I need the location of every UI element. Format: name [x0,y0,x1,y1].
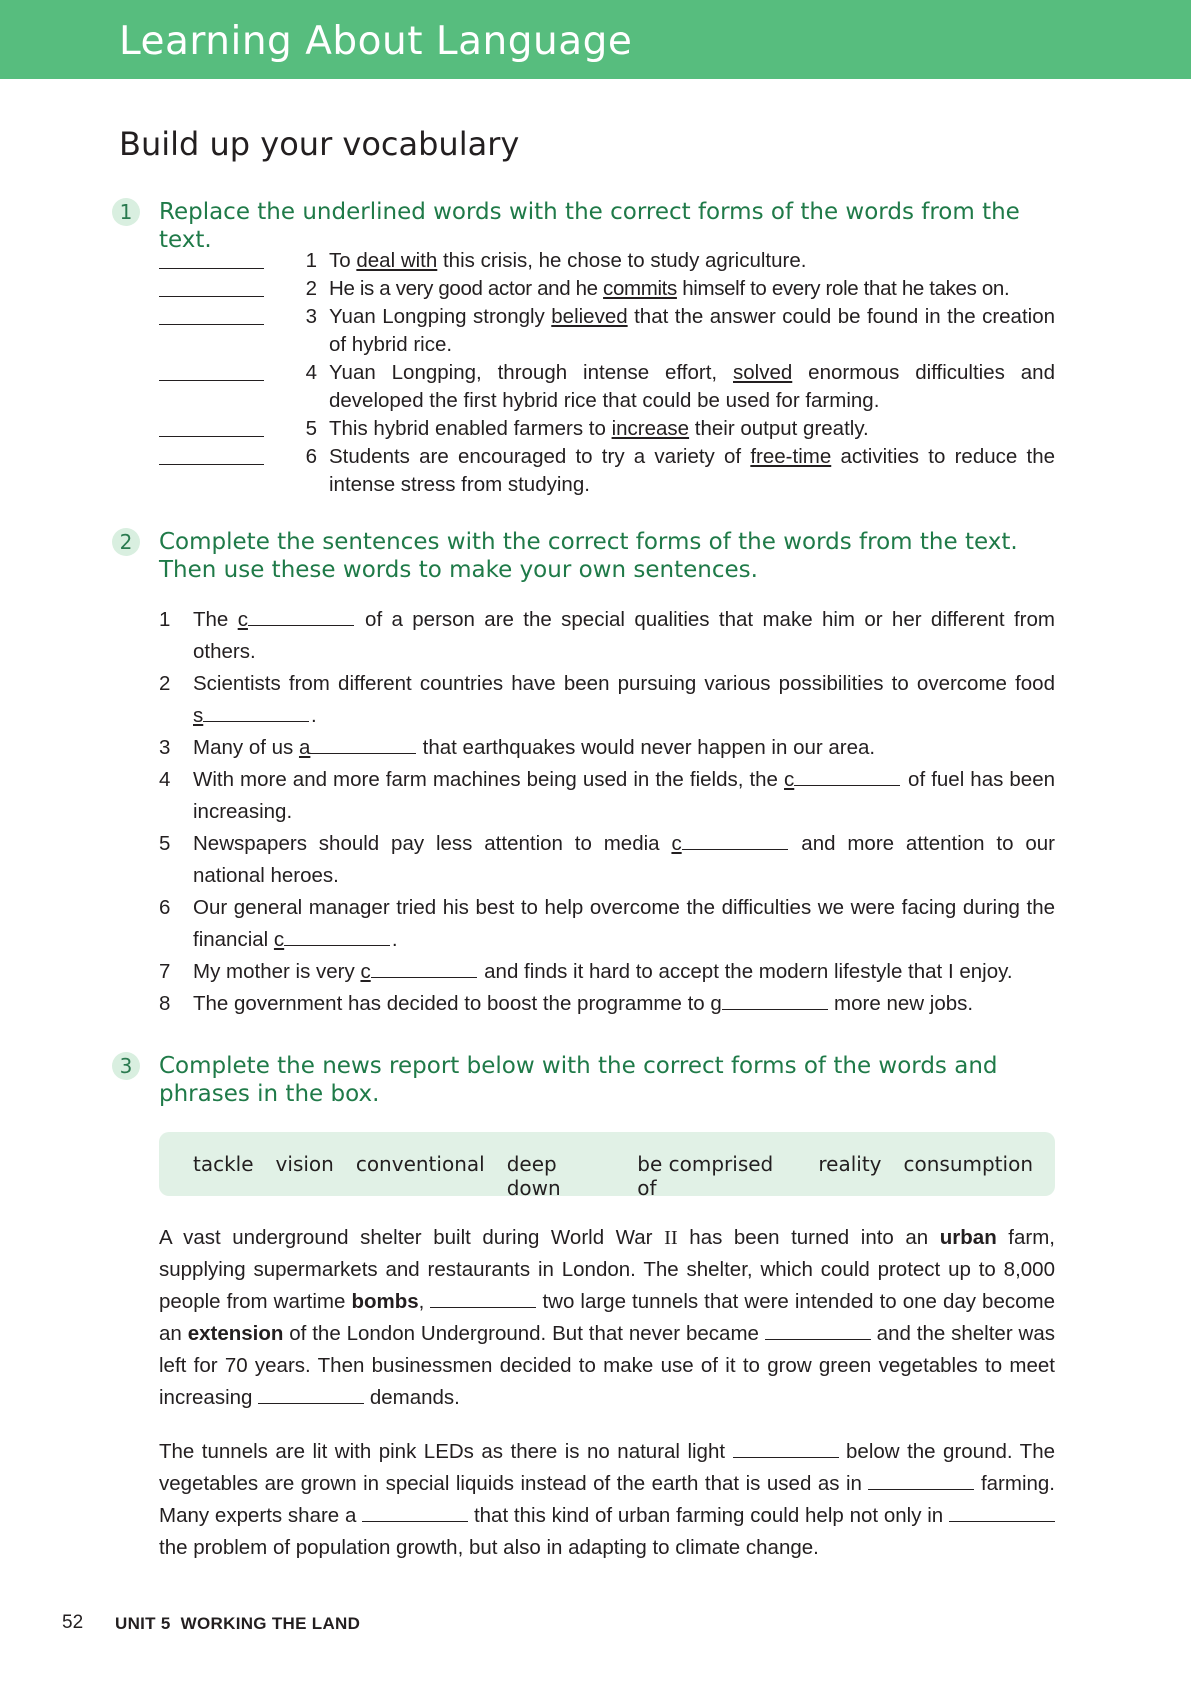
exercise-1-instruction: Replace the underlined words with the correct forms of the words from the text. [159,199,1020,253]
answer-blank[interactable] [733,1439,839,1458]
header-banner [0,0,1191,79]
item-number: 8 [159,992,171,1015]
item-number: 6 [159,896,171,919]
word-chip: be comprised of [637,1152,774,1200]
underlined-word: free-time [750,445,832,468]
answer-blank[interactable] [765,1321,871,1340]
item-number: 3 [159,736,171,759]
item-text: To deal with this crisis, he chose to study agriculture. [329,249,807,272]
exercise-2-number: 2 [112,528,140,556]
word-chip: tackle [193,1152,254,1176]
item-text: The c of a person are the special qualities that make him or her different from others. [193,604,1055,668]
answer-blank[interactable]: a [299,732,417,764]
answer-blank[interactable] [159,251,264,269]
answer-blank[interactable] [159,279,264,297]
answer-blank[interactable] [868,1471,974,1490]
answer-blank[interactable]: c [784,764,902,796]
exercise-1-number: 1 [112,198,140,226]
answer-blank[interactable]: c [238,604,356,636]
item-text: Scientists from different countries have been pursuing various possibilities to overcome food s . [193,668,1055,732]
underlined-word: increase [611,417,690,440]
word-chip: reality [818,1152,882,1176]
answer-blank[interactable] [159,419,264,437]
answer-blank[interactable] [159,447,264,465]
section-title: Build up your vocabulary [119,125,520,163]
item-text: Our general manager tried his best to help overcome the difficulties we were facing during the financial c . [193,892,1055,956]
page-number: 52 [62,1612,84,1633]
answer-blank[interactable] [362,1503,468,1522]
answer-blank[interactable] [159,307,264,325]
item-text: This hybrid enabled farmers to increase their output greatly. [329,417,869,440]
answer-blank[interactable]: s [193,700,311,732]
item-text: Newspapers should pay less attention to media c and more attention to our national heroes. [193,828,1055,892]
item-number: 2 [305,277,317,300]
word-list [193,1152,1055,1200]
underlined-word: believed [551,305,628,328]
item-number: 4 [305,361,317,384]
item-text: Students are encouraged to try a variety of free-time activities to reduce the intense stress from studying. [329,445,1055,496]
item-text: The government has decided to boost the programme to g more new jobs. [193,988,1055,1020]
item-text: Yuan Longping strongly believed that the answer could be found in the creation of hybrid rice. [329,305,1056,356]
underlined-word: deal with [356,249,438,272]
item-text: With more and more farm machines being used in the fields, the c of fuel has been increasing. [193,764,1055,828]
answer-blank[interactable] [949,1503,1055,1522]
answer-blank[interactable] [430,1289,536,1308]
item-number: 7 [159,960,171,983]
item-text: Many of us a that earthquakes would never happen in our area. [193,732,1055,764]
item-text: My mother is very c and finds it hard to accept the modern lifestyle that I enjoy. [193,956,1055,988]
item-number: 1 [305,249,317,272]
page-title: Learning About Language [119,19,633,64]
item-number: 3 [305,305,317,328]
exercise-2-instruction: Complete the sentences with the correct forms of the words from the text. Then use these words to make your own sentences. [159,529,1018,583]
item-number: 5 [159,832,171,855]
answer-blank[interactable]: c [274,924,392,956]
word-chip: consumption [903,1152,1033,1176]
answer-blank[interactable] [159,363,264,381]
item-number: 5 [305,417,317,440]
news-paragraph-1: A vast underground shelter built during World War II has been turned into an urban farm, supplying supermarkets and restaurants in London. The shelter, which could protect up to 8,000 people from wartime bombs, two large tunnels that were intended to one day become an extension of the London Underground. But that never became and the shelter was left for 70 years. Then businessmen decided to make use of it to grow green vegetables to meet increasing demands. [159,1226,1055,1409]
underlined-word: commits [603,277,677,300]
word-chip: conventional [355,1152,485,1176]
exercise-3-instruction: Complete the news report below with the correct forms of the words and phrases in the box. [159,1053,998,1107]
answer-blank[interactable]: c [360,956,478,988]
item-text: He is a very good actor and he commits himself to every role that he takes on. [329,277,1010,300]
answer-blank[interactable]: c [671,828,789,860]
item-number: 1 [159,608,171,631]
item-number: 2 [159,672,171,695]
answer-blank[interactable]: g [710,988,828,1020]
item-number: 6 [305,445,317,468]
word-box [159,1132,1055,1200]
word-chip: vision [275,1152,334,1176]
unit-title: UNIT 5 WORKING THE LAND [115,1614,361,1633]
word-chip: deep down [506,1152,561,1200]
underlined-word: solved [733,361,793,384]
answer-blank[interactable] [258,1385,364,1404]
news-paragraph-2: The tunnels are lit with pink LEDs as there is no natural light below the ground. The vegetables are grown in special liquids instead of the earth that is used as in farming. Many experts share a that this kind of urban farming could help not only in the problem of population growth, but also in adapting to climate change. [159,1440,1056,1559]
exercise-3-number: 3 [112,1052,140,1080]
item-text: Yuan Longping, through intense effort, solved enormous difficulties and developed the first hybrid rice that could be used for farming. [329,361,1055,412]
item-number: 4 [159,768,171,791]
